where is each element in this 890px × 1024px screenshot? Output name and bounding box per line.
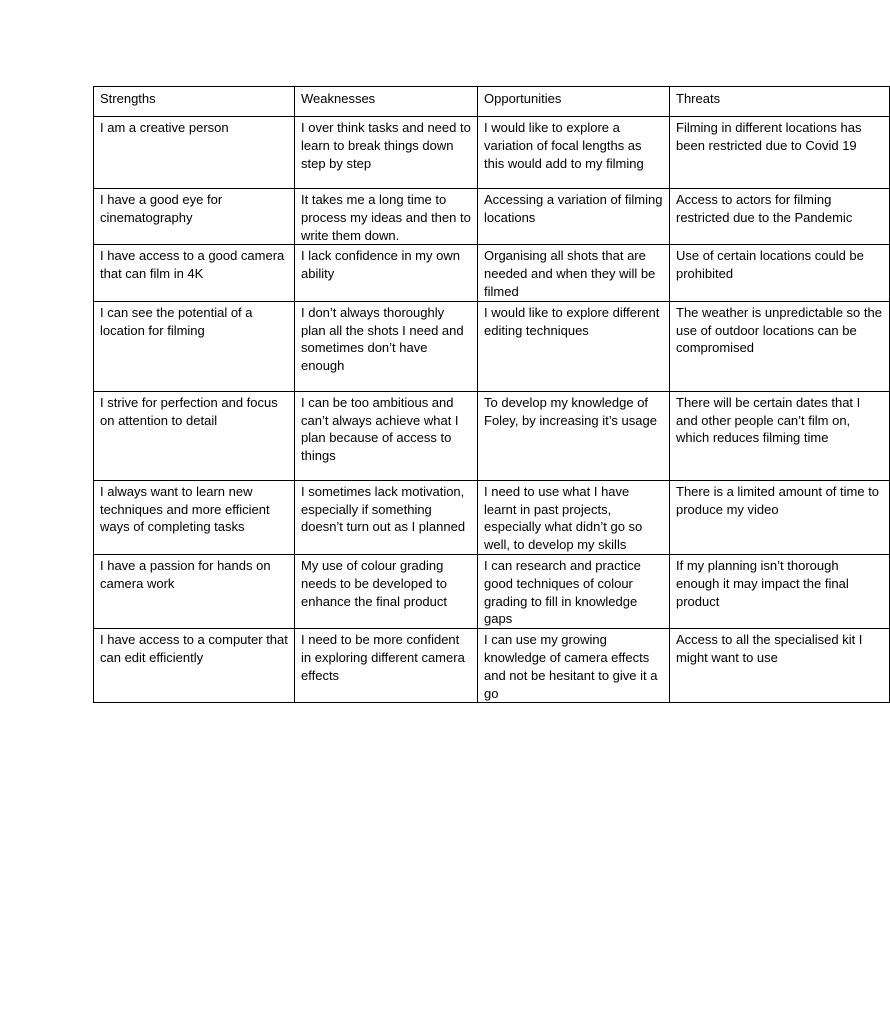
weakness-cell: I don’t always thoroughly plan all the shots I need and sometimes don’t have enough (295, 301, 478, 391)
opportunity-cell: Organising all shots that are needed and when they will be filmed (478, 245, 670, 301)
table-row (94, 629, 890, 703)
header-opportunities: Opportunities (478, 87, 670, 117)
table-row (94, 391, 890, 480)
weakness-cell: I can be too ambitious and can’t always achieve what I plan because of access to things (295, 391, 478, 480)
header-weaknesses: Weaknesses (295, 87, 478, 117)
table-row (94, 117, 890, 189)
opportunity-cell: I can use my growing knowledge of camera effects and not be hesitant to give it a go (478, 629, 670, 703)
header-strengths: Strengths (94, 87, 295, 117)
weakness-cell: It takes me a long time to process my ideas and then to write them down. (295, 189, 478, 245)
table-header (94, 87, 890, 117)
threat-cell: The weather is unpredictable so the use of outdoor locations can be compromised (670, 301, 890, 391)
strength-cell: I strive for perfection and focus on attention to detail (94, 391, 295, 480)
opportunity-cell: To develop my knowledge of Foley, by increasing it’s usage (478, 391, 670, 480)
swot-table (93, 86, 890, 703)
table-row (94, 480, 890, 554)
threat-cell: Access to all the specialised kit I might want to use (670, 629, 890, 703)
table-row (94, 554, 890, 628)
threat-cell: Use of certain locations could be prohibited (670, 245, 890, 301)
table-row (94, 301, 890, 391)
weakness-cell: I over think tasks and need to learn to break things down step by step (295, 117, 478, 189)
weakness-cell: I sometimes lack motivation, especially if something doesn’t turn out as I planned (295, 480, 478, 554)
threat-cell: There is a limited amount of time to produce my video (670, 480, 890, 554)
table-row (94, 245, 890, 301)
header-row (94, 87, 890, 117)
strength-cell: I am a creative person (94, 117, 295, 189)
opportunity-cell: I need to use what I have learnt in past projects, especially what didn’t go so well, to develop my skills (478, 480, 670, 554)
strength-cell: I have a passion for hands on camera work (94, 554, 295, 628)
opportunity-cell: I would like to explore a variation of focal lengths as this would add to my filming (478, 117, 670, 189)
strength-cell: I always want to learn new techniques and more efficient ways of completing tasks (94, 480, 295, 554)
strength-cell: I can see the potential of a location for filming (94, 301, 295, 391)
header-threats: Threats (670, 87, 890, 117)
threat-cell: There will be certain dates that I and other people can’t film on, which reduces filming time (670, 391, 890, 480)
weakness-cell: My use of colour grading needs to be developed to enhance the final product (295, 554, 478, 628)
threat-cell: Filming in different locations has been restricted due to Covid 19 (670, 117, 890, 189)
strength-cell: I have access to a good camera that can film in 4K (94, 245, 295, 301)
threat-cell: If my planning isn’t thorough enough it may impact the final product (670, 554, 890, 628)
strength-cell: I have access to a computer that can edit efficiently (94, 629, 295, 703)
table-body (94, 117, 890, 703)
opportunity-cell: I would like to explore different editing techniques (478, 301, 670, 391)
table-row (94, 189, 890, 245)
strength-cell: I have a good eye for cinematography (94, 189, 295, 245)
opportunity-cell: I can research and practice good techniques of colour grading to fill in knowledge gaps (478, 554, 670, 628)
weakness-cell: I need to be more confident in exploring different camera effects (295, 629, 478, 703)
threat-cell: Access to actors for filming restricted due to the Pandemic (670, 189, 890, 245)
weakness-cell: I lack confidence in my own ability (295, 245, 478, 301)
opportunity-cell: Accessing a variation of filming locations (478, 189, 670, 245)
